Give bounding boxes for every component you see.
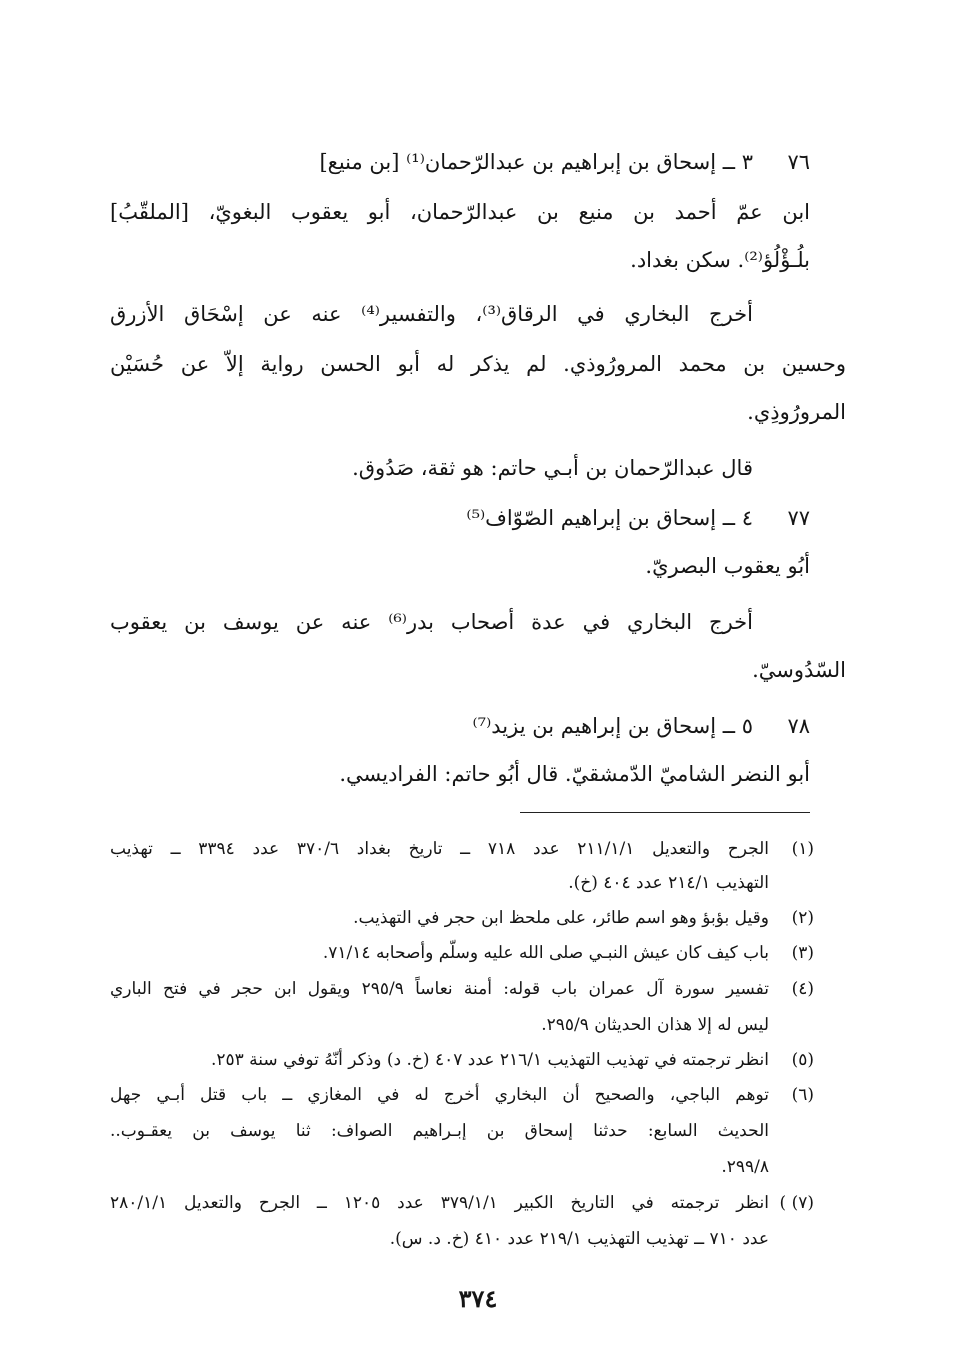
footnote-line: انظر ترجمته في التاريخ الكبير ٣٧٩/١/١ عدد ١٢٠٥ ــ الجرح والتعديل ٢٨٠/١/١ [110,1193,769,1213]
paragraph-line: وحسين بن محمد المرورُوذي. لم يذكر له أبو الحسن رواية إلاّ عن حُسَيْن [110,352,846,376]
entry-text-line: ابن عمّ أحمد بن منيع بن عبدالرّحمان، أبو يعقوب البغويّ، [الملقّبُ] [110,200,810,224]
paragraph-line: السّدُوسيّ. [752,658,846,682]
footnote-divider [520,812,810,813]
footnote-number: (٥) [791,1050,814,1070]
footnote-number: (٧) ) [779,1193,814,1213]
footnote-line: التهذيب ٢١٤/١ عدد ٤٠٤ (خ). [568,873,769,893]
entry-heading: ٣ ــ إسحاق بن إبراهيم بن عبدالرّحمان⁽¹⁾ [بن منيع] [319,150,753,174]
entry-number: ٧٨ [787,714,810,738]
entry-text-line: أبو النضر الشاميّ الدّمشقيّ. قال أبُو حاتم: الفراديسي. [339,762,810,786]
footnote-line: انظر ترجمته في تهذيب التهذيب ٢١٦/١ عدد ٤٠٧ (خ. د) وذكر أنّهُ توفي سنة ٢٥٣. [210,1050,769,1070]
footnote-number: (٦) [791,1085,814,1105]
footnote-line: باب كيف كان عيش النبـي صلى الله عليه وسلّم وأصحابه ٧١/١٤. [322,943,769,963]
entry-number: ٧٦ [787,150,810,174]
entry-text-line: أبُو يعقوب البصريّ. [645,554,810,578]
footnote-line: عدد ٧١٠ ــ تهذيب التهذيب ٢١٩/١ عدد ٤١٠ (خ. د. س). [389,1229,769,1249]
quote-line: قال عبدالرّحمان بن أبـي حاتم: هو ثقة، صَدُوق. [352,456,753,480]
paragraph-line: المرورُوذِي. [747,400,846,424]
footnote-number: (٤) [791,979,814,999]
footnote-number: (١) [791,839,814,859]
entry-number: ٧٧ [787,506,810,530]
entry-text-line: بلُـؤْلُؤ⁽²⁾. سكن بغداد. [630,248,810,272]
paragraph-line: أخرج البخاري في عدة أصحاب بدر⁽⁶⁾ عنه عن يوسف بن يعقوب [110,610,753,634]
page-number: ٣٧٤ [458,1284,498,1313]
paragraph-line: أخرج البخاري في الرقاق⁽³⁾، والتفسير⁽⁴⁾ عنه عن إسْحَاق الأزرق [110,302,753,326]
footnote-line: الحديث السابع: حدثنا إسحاق بن إبـراهيم الصواف: ثنا يوسف بن يعقـوب.. [110,1121,769,1141]
entry-heading: ٥ ــ إسحاق بن إبراهيم بن يزيد⁽⁷⁾ [472,714,753,738]
footnote-line: الجرح والتعديل ٢١١/١/١ عدد ٧١٨ ــ تاريخ بغداد ٣٧٠/٦ عدد ٣٣٩٤ ــ تهذيب [110,839,769,859]
footnote-line: توهم الباجي، والصحيح أن البخاري أخرج له في المغازي ــ باب قتل أبـي جهل [110,1085,769,1105]
footnote-line: ليس له إلا هذان الحديثان ٢٩٥/٩. [541,1015,769,1035]
footnote-number: (٢) [791,908,814,928]
footnote-number: (٣) [791,943,814,963]
footnote-line: تفسير سورة آل عمران باب قوله: أمنة نعاساً ٢٩٥/٩ ويقول ابن حجر في فتح الباري [110,979,770,999]
entry-heading: ٤ ــ إسحاق بن إبراهيم الصّوّاف⁽⁵⁾ [466,506,753,530]
footnote-line: ٢٩٩/٨. [721,1157,769,1177]
footnote-line: وقيل بؤبؤ وهو اسم طائر، على ملحظ ابن حجر في التهذيب. [353,908,769,928]
